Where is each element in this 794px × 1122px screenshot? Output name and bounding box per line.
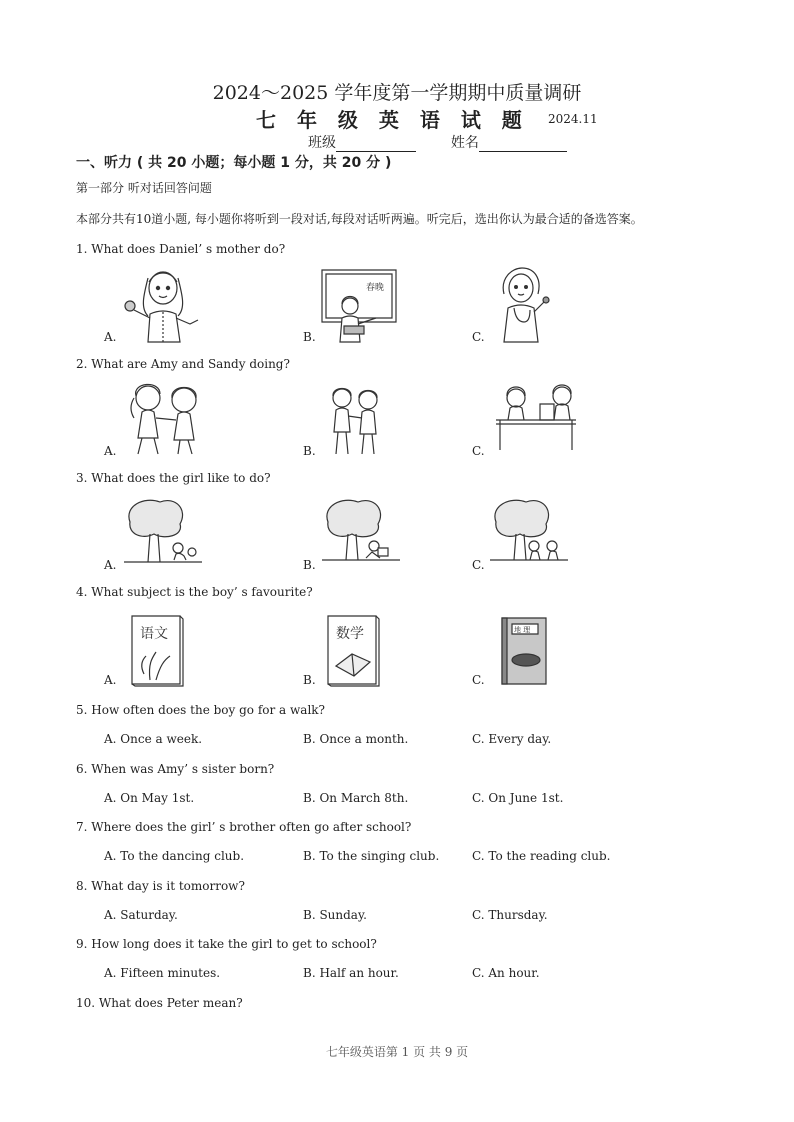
- book-label: 地 理: [514, 626, 531, 634]
- question-7: 7. Where does the girl’ s brother often go after school?: [76, 820, 412, 834]
- question-9: 9. How long does it take the girl to get to school?: [76, 937, 377, 951]
- option-a: A. On May 1st.: [104, 791, 195, 805]
- option-b: B. Once a month.: [303, 732, 409, 746]
- question-1: 1. What does Daniel’ s mother do?: [76, 242, 286, 256]
- option-label: B.: [303, 558, 316, 572]
- option-label: B.: [303, 330, 316, 344]
- question-8: 8. What day is it tomorrow?: [76, 879, 245, 893]
- option-label: A.: [104, 673, 117, 687]
- question-4: 4. What subject is the boy’ s favourite?: [76, 585, 313, 599]
- board-text: 春晚: [366, 283, 385, 293]
- book-label: 语文: [140, 626, 168, 642]
- teacher-blackboard-illustration: [320, 268, 400, 344]
- option-label: C.: [472, 330, 485, 344]
- page-footer: 七年级英语第 1 页 共 9 页: [325, 1045, 469, 1059]
- exam-date: 2024.11: [548, 112, 598, 126]
- student-info-line: [308, 132, 567, 152]
- book-label: 数学: [336, 626, 364, 642]
- exam-subtitle: 七 年 级 英 语 试 题: [256, 108, 529, 132]
- option-label: A.: [104, 330, 117, 344]
- tree-girls-playing-illustration: [490, 496, 570, 568]
- option-label: C.: [472, 444, 485, 458]
- math-book-illustration: [326, 614, 380, 686]
- option-a: A. Fifteen minutes.: [104, 966, 221, 980]
- doctor-illustration: [490, 264, 554, 344]
- option-a: A. Saturday.: [104, 908, 178, 922]
- option-label: A.: [104, 444, 117, 458]
- question-5: 5. How often does the boy go for a walk?: [76, 703, 325, 717]
- option-b: B. On March 8th.: [303, 791, 409, 805]
- option-c: C. Thursday.: [472, 908, 548, 922]
- question-3: 3. What does the girl like to do?: [76, 471, 271, 485]
- tree-girl-drawing-illustration: [124, 496, 204, 568]
- question-10: 10. What does Peter mean?: [76, 996, 243, 1010]
- option-a: A. To the dancing club.: [104, 849, 245, 863]
- option-label: B.: [303, 673, 316, 687]
- class-label: 班级: [308, 135, 336, 151]
- geography-book-illustration: [500, 616, 548, 686]
- section-title: 一、听力 ( 共 20 小题；每小题 1 分，共 20 分 ): [76, 155, 392, 171]
- name-label: 姓名: [450, 135, 479, 151]
- chinese-book-illustration: [130, 614, 184, 686]
- exam-title: 2024～2025 学年度第一学期期中质量调研: [212, 82, 582, 104]
- tree-girl-reading-illustration: [322, 496, 402, 568]
- option-c: C. To the reading club.: [472, 849, 611, 863]
- option-label: C.: [472, 558, 485, 572]
- two-girls-walking-illustration: [322, 380, 390, 458]
- option-c: C. On June 1st.: [472, 791, 564, 805]
- two-girls-dancing-illustration: [124, 378, 214, 458]
- option-b: B. Half an hour.: [303, 966, 399, 980]
- class-blank: [336, 137, 416, 152]
- instructions: 本部分共有10道小题, 每小题你将听到一段对话,每段对话听两遍。听完后，选出你认为最合适的备选答案。: [76, 212, 643, 226]
- woman-singer-illustration: [118, 264, 210, 344]
- option-c: C. Every day.: [472, 732, 552, 746]
- option-b: B. Sunday.: [303, 908, 367, 922]
- part-title: 第一部分 听对话回答问题: [76, 181, 212, 195]
- option-a: A. Once a week.: [104, 732, 203, 746]
- name-blank: [479, 137, 567, 152]
- question-6: 6. When was Amy’ s sister born?: [76, 762, 275, 776]
- option-c: C. An hour.: [472, 966, 540, 980]
- option-b: B. To the singing club.: [303, 849, 440, 863]
- question-2: 2. What are Amy and Sandy doing?: [76, 357, 290, 371]
- option-label: C.: [472, 673, 485, 687]
- option-label: B.: [303, 444, 316, 458]
- option-label: A.: [104, 558, 117, 572]
- two-girls-at-desk-illustration: [494, 380, 582, 452]
